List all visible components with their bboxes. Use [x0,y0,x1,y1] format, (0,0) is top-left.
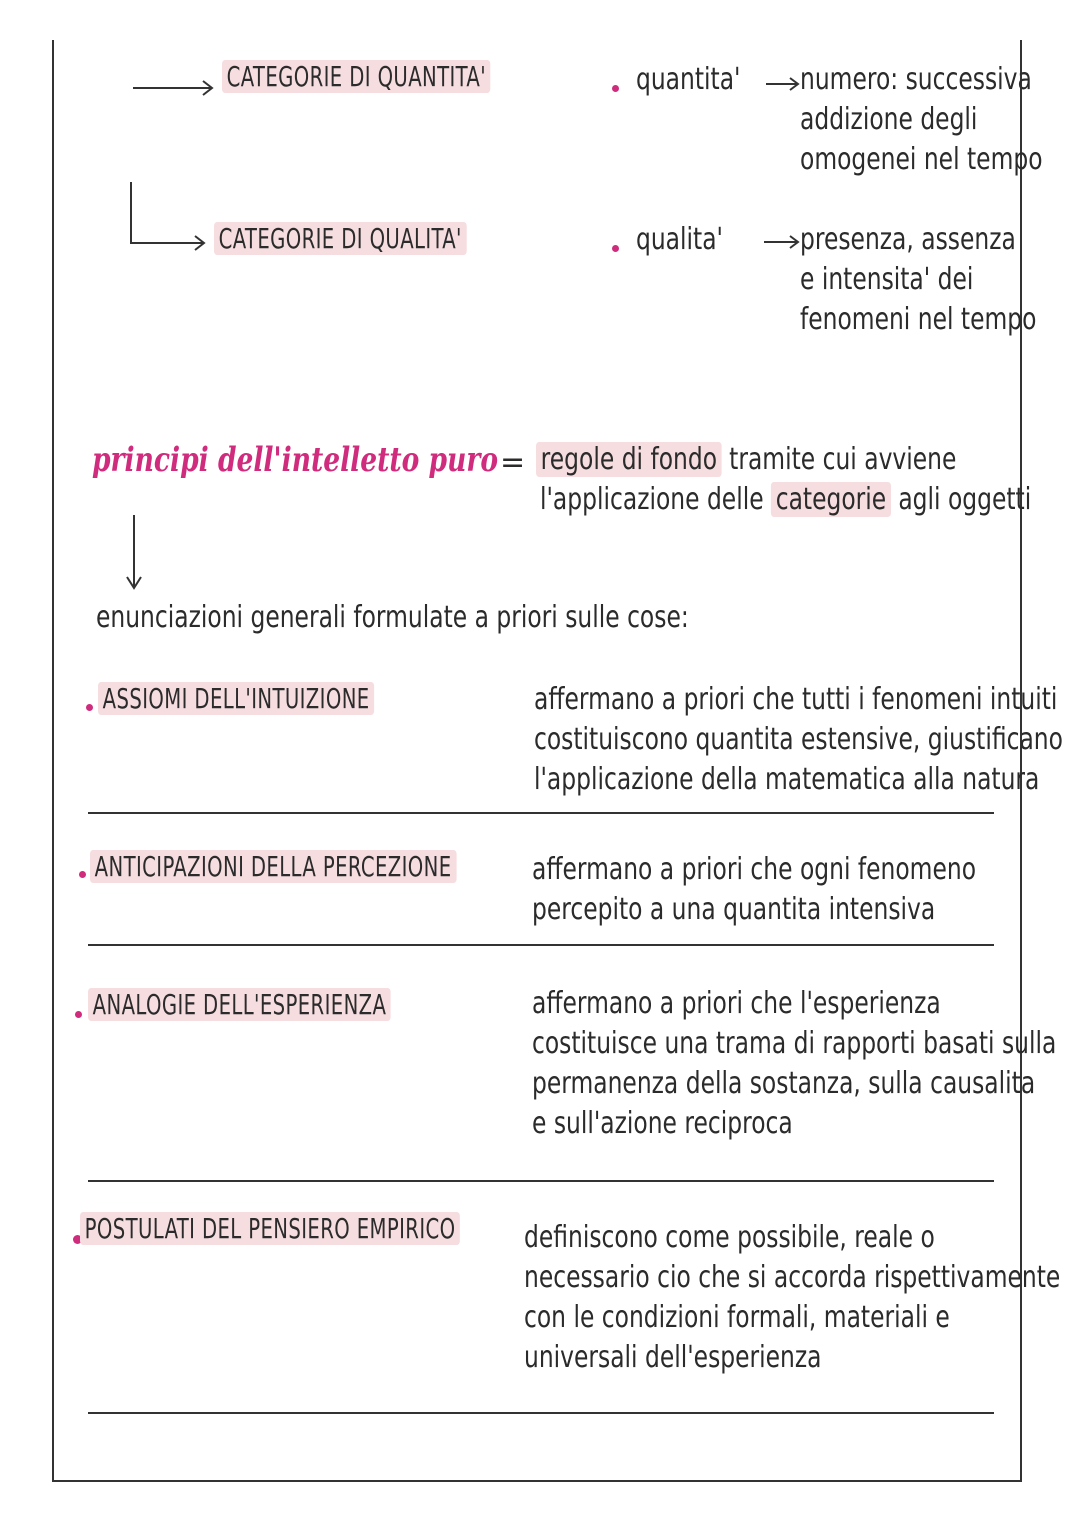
principi-definition-line-2 [540,480,1031,520]
bullet-icon [612,238,619,257]
item-name-analogie: ANALOGIE DELL'ESPERIENZA [88,988,391,1021]
principi-title: principi dell'intelletto puro [92,440,499,480]
bullet-icon [79,864,86,883]
item-name-anticipazioni: ANTICIPAZIONI DELLA PERCEZIONE [90,850,456,883]
item-desc-line: affermano a priori che l'esperienza [532,986,941,1021]
quality-desc-3: fenomeni nel tempo [800,302,1037,337]
highlight-regole: regole di fondo [536,442,722,477]
quality-term: qualita' [636,222,723,257]
divider [88,812,994,814]
quantity-desc-1: numero: successiva [800,62,1032,97]
item-name-assiomi: ASSIOMI DELL'INTUIZIONE [98,682,374,715]
bullet-icon [75,1004,82,1023]
definition-part-a: l'applicazione delle [540,482,772,517]
item-desc-line: necessario cio che si accorda rispettivamente [524,1260,1061,1295]
divider [88,1180,994,1182]
bullet-icon [86,697,93,716]
definition-rest: tramite cui avviene [721,442,957,477]
bullet-icon [612,78,619,97]
divider [88,1412,994,1414]
quality-desc-2: e intensita' dei [800,262,974,297]
quantity-term: quantita' [636,62,741,97]
category-quantity-label: CATEGORIE DI QUANTITA' [222,60,491,93]
item-desc-line: universali dell'esperienza [524,1340,822,1375]
item-desc-line: e sull'azione reciproca [532,1106,793,1141]
category-quality-label: CATEGORIE DI QUALITA' [214,222,467,255]
principi-definition-line-1 [536,440,956,480]
item-desc-line: costituiscono quantita estensive, giustificano [534,722,1063,757]
quantity-desc-2: addizione degli [800,102,978,137]
divider [88,944,994,946]
enunciazioni-text: enunciazioni generali formulate a priori sulle cose: [96,600,689,635]
definition-part-b: agli oggetti [890,482,1032,517]
item-desc-line: affermano a priori che tutti i fenomeni intuiti [534,682,1058,717]
item-desc-line: l'applicazione della matematica alla natura [534,762,1040,797]
quality-desc-1: presenza, assenza [800,222,1016,257]
highlight-categorie: categorie [771,482,891,517]
item-desc-line: permanenza della sostanza, sulla causalita [532,1066,1036,1101]
item-desc-line: costituisce una trama di rapporti basati sulla [532,1026,1057,1061]
item-desc-line: con le condizioni formali, materiali e [524,1300,950,1335]
quantity-desc-3: omogenei nel tempo [800,142,1043,177]
item-desc-line: definiscono come possibile, reale o [524,1220,935,1255]
item-desc-line: affermano a priori che ogni fenomeno [532,852,977,887]
item-desc-line: percepito a una quantita intensiva [532,892,936,927]
item-name-postulati: POSTULATI DEL PENSIERO EMPIRICO [80,1212,460,1245]
equals-sign: = [500,445,526,480]
